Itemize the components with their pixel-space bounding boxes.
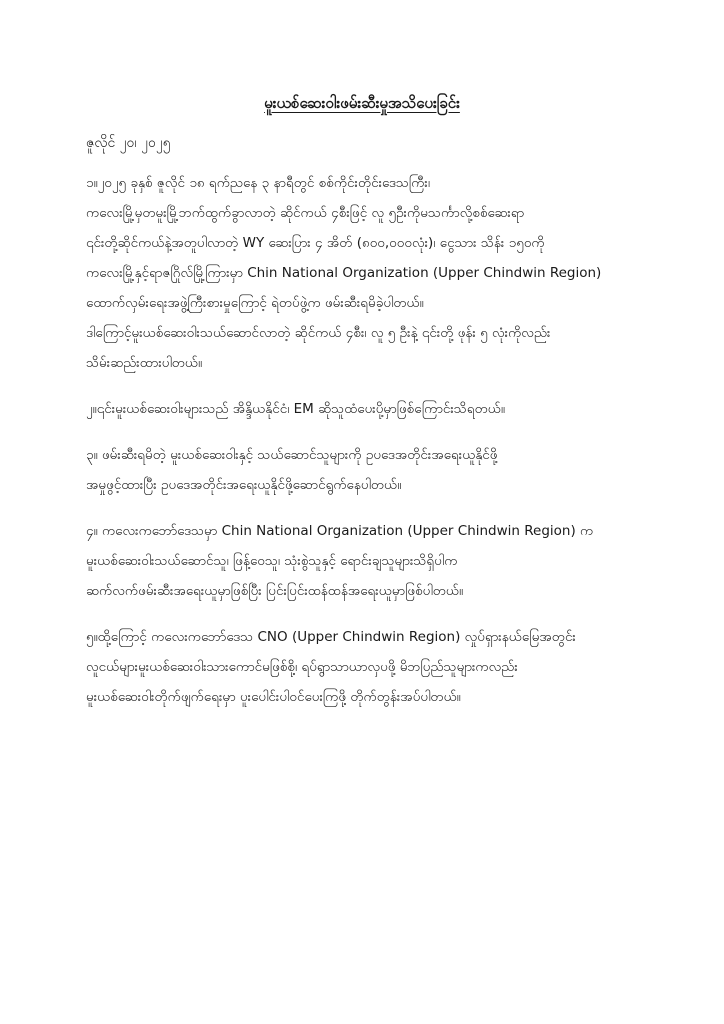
paragraph-line: ထောက်လှမ်းရေးအဖွဲ့ကြီးစားမှုကြောင့် ရဲတပ်ဖွဲ့က ဖမ်းဆီးရမိခဲ့ပါတယ်။ [86, 295, 424, 311]
paragraph-line: ၄။ ကလေးကဘော်ဒေသမှာ Chin National Organization (Upper Chindwin Region) က [86, 523, 594, 539]
paragraph-3 [86, 440, 646, 500]
paragraph-line: ၁။၂၀၂၅ ခုနှစ် ဇူလိုင် ၁၈ ရက်ညနေ ၃ နာရီတွင် စစ်ကိုင်းတိုင်းဒေသကြီး၊ [86, 175, 430, 191]
paragraph-line: ၃။ ဖမ်းဆီးရမိတဲ့ မူးယစ်ဆေးဝါးနှင့် သယ်ဆောင်သူများကို ဥပဒေအတိုင်းအရေးယူနိုင်ဖို့ [86, 447, 498, 463]
paragraph-line: ကလေးမြို့မှတမူးမြို့ဘက်ထွက်ခွာလာတဲ့ ဆိုင်ကယ် ၄စီးဖြင့် လူ ၅ဦးကိုမသင်္ကာလို့စစ်ဆေးရာ [86, 205, 525, 221]
document-body [86, 168, 646, 728]
paragraph-4 [86, 516, 646, 606]
paragraph-line: မူးယစ်ဆေးဝါးသယ်ဆောင်သူ၊ ဖြန့်ဝေသူ၊ သုံးစွဲသူနှင့် ရောင်းချသူများသိရှိပါက [86, 553, 458, 569]
paragraph-line: ဒါကြောင့်မူးယစ်ဆေးဝါးသယ်ဆောင်လာတဲ့ ဆိုင်ကယ် ၄စီး၊ လူ ၅ ဦးနဲ့ ၎င်းတို့ ဖုန်း ၅ လုံးကိုလည်း [86, 325, 551, 341]
paragraph-line: ၅။ထို့ကြောင့် ကလေးကဘော်ဒေသ CNO (Upper Chindwin Region) လှုပ်ရှားနယ်မြေအတွင်း [86, 629, 576, 645]
paragraph-line: လူငယ်များမူးယစ်ဆေးဝါးသားကောင်မဖြစ်စို့၊ ရပ်ရွာသာယာလှပဖို့ မိဘပြည်သူများကလည်း [86, 659, 518, 675]
document-title: မူးယစ်ဆေးဝါးဖမ်းဆီးမှုအသိပေးခြင်း [264, 94, 460, 112]
paragraph-line: မူးယစ်ဆေးဝါးတိုက်ဖျက်ရေးမှာ ပူးပေါင်းပါဝင်ပေးကြဖို့ တိုက်တွန်းအပ်ပါတယ်။ [86, 689, 461, 705]
paragraph-line: အမှုဖွင့်ထားပြီး ဥပဒေအတိုင်းအရေးယူနိုင်ဖို့ဆောင်ရွက်နေပါတယ်။ [86, 477, 402, 493]
paragraph-1 [86, 168, 646, 378]
paragraph-2 [86, 394, 646, 424]
paragraph-line: ၂။၎င်းမူးယစ်ဆေးဝါးများသည် အိန္ဒိယနိုင်ငံ၊ EM ဆိုသူထံပေးပို့မှာဖြစ်ကြောင်းသိရတယ်။ [86, 401, 505, 417]
document-date: ဇူလိုင် ၂၀၊ ၂၀၂၅ [86, 135, 171, 151]
paragraph-5 [86, 622, 646, 712]
paragraph-line: သိမ်းဆည်းထားပါတယ်။ [86, 355, 203, 371]
paragraph-line: ကလေးမြို့နှင့်ရာဇဂြိုလ်မြို့ကြားမှာ Chin National Organization (Upper Chindwin Region) [86, 265, 602, 281]
paragraph-line: ၎င်းတို့ဆိုင်ကယ်နဲ့အတူပါလာတဲ့ WY ဆေးပြား ၄ အိတ် (၈၀၀,၀၀၀လုံး)၊ ငွေသား သိန်း ၁၅၀ကို [86, 235, 545, 251]
paragraph-line: ဆက်လက်ဖမ်းဆီးအရေးယူမှာဖြစ်ပြီး ပြင်းပြင်းထန်ထန်အရေးယူမှာဖြစ်ပါတယ်။ [86, 583, 464, 599]
